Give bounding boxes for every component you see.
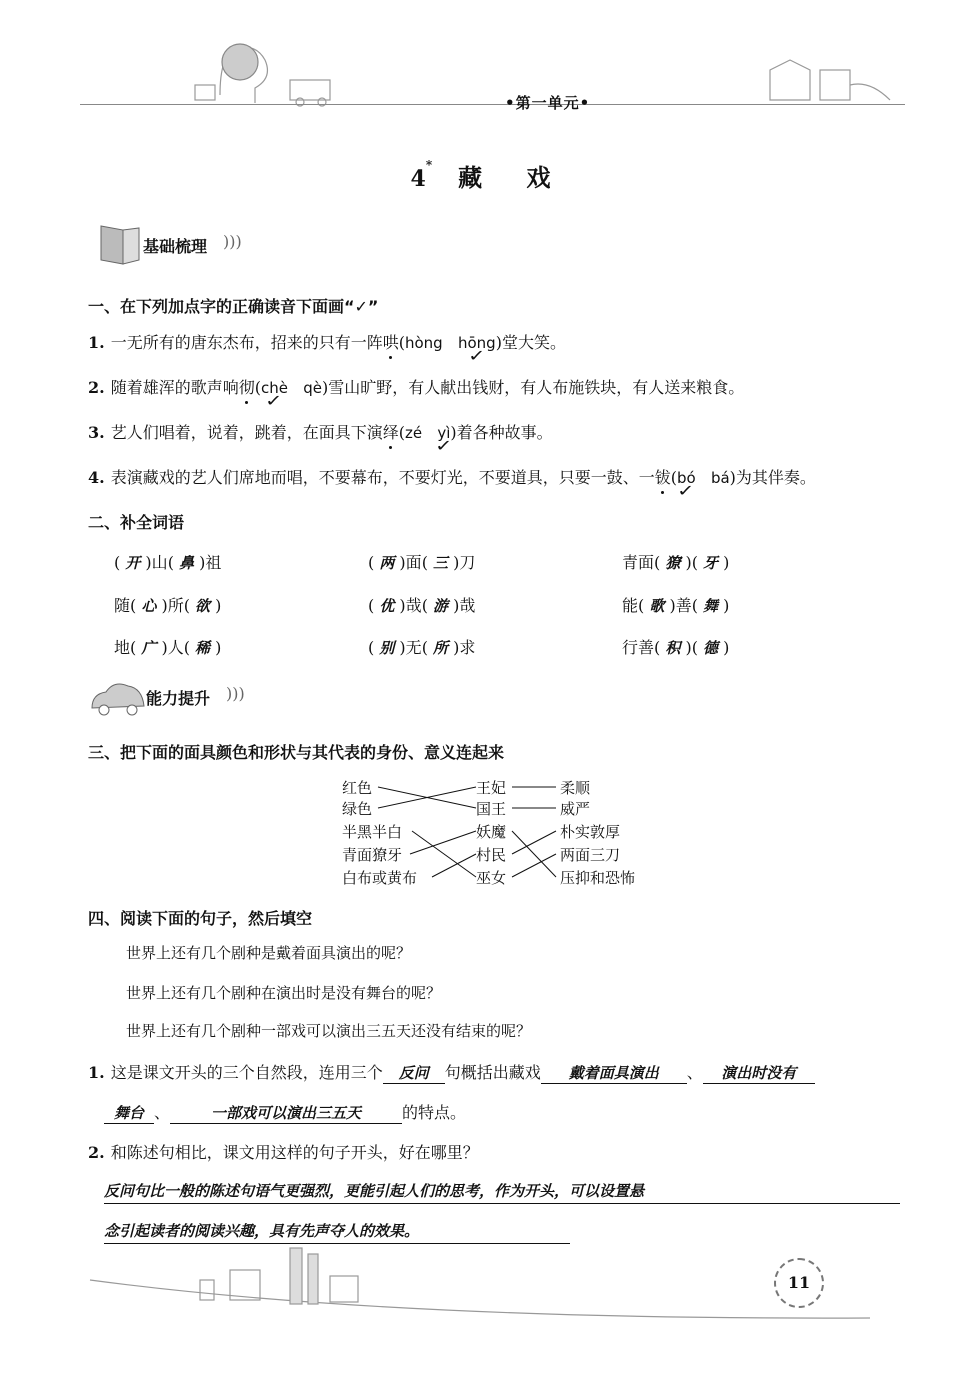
match-col2-item-2: 国王 xyxy=(476,800,507,818)
match-col1-item-4: 青面獠牙 xyxy=(342,846,403,864)
idiom-2-3: 能( 歌 )善( 舞 ) xyxy=(622,596,730,615)
banner-arcs: ))) xyxy=(223,232,242,251)
s1-item-4: 4. 表演藏戏的艺人们席地而唱，不要幕布，不要灯光，不要道具，只要一鼓、一钹(bó ✓ bá)为其伴奏。 xyxy=(88,465,816,488)
filled-char: 积 xyxy=(665,639,681,657)
filled-char: 鼻 xyxy=(179,554,195,572)
car-icon xyxy=(88,680,148,716)
answer-line-2: 念引起读者的阅读兴趣，具有先声夺人的效果。 xyxy=(104,1220,570,1244)
s1-item-3: 3. 艺人们唱着，说着，跳着，在面具下演绎(zé yì ✓)着各种故事。 xyxy=(88,420,553,443)
basic-banner-label: 基础梳理 xyxy=(143,237,208,256)
dotted-char: 绎 xyxy=(382,423,399,442)
match-col1-item-3: 半黑半白 xyxy=(342,823,403,841)
checked-pinyin: yì ✓ xyxy=(437,424,450,442)
idiom-2-2: ( 优 )哉( 游 )哉 xyxy=(368,596,476,615)
match-col1-item-1: 红色 xyxy=(342,779,373,797)
filled-char: 德 xyxy=(703,639,719,657)
s1-item-1: 1. 一无所有的唐东杰布，招来的只有一阵哄(hòng hōng ✓)堂大笑。 xyxy=(88,330,566,353)
match-col2-item-5: 巫女 xyxy=(476,869,507,887)
idiom-1-2: ( 两 )面( 三 )刀 xyxy=(368,553,476,572)
match-col3-item-4: 两面三刀 xyxy=(560,846,621,864)
filled-char: 所 xyxy=(433,639,449,657)
answer-blank: 一部戏可以演出三五天 xyxy=(170,1102,402,1124)
match-col1-item-5: 白布或黄布 xyxy=(342,869,418,887)
match-col1-item-2: 绿色 xyxy=(342,800,373,818)
s4-q1: 1. 这是课文开头的三个自然段，连用三个 反问 句概括出藏戏 戴着面具演出 、 演出时没有 xyxy=(88,1060,815,1084)
header-rule xyxy=(80,104,905,105)
page-number: 11 xyxy=(774,1258,824,1308)
quote-2: 世界上还有几个剧种在演出时是没有舞台的呢？ xyxy=(126,984,442,1002)
match-col2-item-3: 妖魔 xyxy=(476,823,507,841)
s1-item-2: 2. 随着雄浑的歌声响彻(chè ✓ qè)雪山旷野，有人献出钱财，有人布施铁块，有人送来粮食。 xyxy=(88,375,744,398)
book-icon xyxy=(95,222,145,266)
section4-heading: 四、阅读下面的句子，然后填空 xyxy=(88,909,313,928)
idiom-3-3: 行善( 积 )( 德 ) xyxy=(622,638,730,657)
filled-char: 心 xyxy=(141,597,157,615)
banner-arcs: ))) xyxy=(226,684,245,703)
dotted-char: 彻 xyxy=(238,378,255,397)
improve-banner xyxy=(88,676,288,720)
filled-char: 三 xyxy=(433,554,449,572)
match-col3-item-2: 威严 xyxy=(560,800,591,818)
match-col3-item-5: 压抑和恐怖 xyxy=(560,869,636,887)
lesson-title-text: 藏 戏 xyxy=(458,163,569,192)
match-col3-item-3: 朴实敦厚 xyxy=(560,823,621,841)
lesson-number: 4 xyxy=(410,166,426,192)
filled-char: 广 xyxy=(141,639,157,657)
s4-q1-cont: 舞台 、 一部戏可以演出三五天 的特点。 xyxy=(104,1100,466,1124)
quote-3: 世界上还有几个剧种一部戏可以演出三五天还没有结束的呢？ xyxy=(126,1022,532,1040)
lesson-title xyxy=(0,158,979,193)
basic-banner xyxy=(95,222,285,266)
dotted-char: 哄 xyxy=(382,333,399,352)
match-col2-item-1: 王妃 xyxy=(476,779,507,797)
section2-heading: 二、补全词语 xyxy=(88,513,185,532)
filled-char: 开 xyxy=(125,554,141,572)
filled-char: 两 xyxy=(379,554,395,572)
filled-char: 舞 xyxy=(703,597,719,615)
answer-blank: 舞台 xyxy=(104,1102,154,1124)
idiom-3-1: 地( 广 )人( 稀 ) xyxy=(114,638,222,657)
checked-pinyin: bó ✓ xyxy=(677,469,696,487)
idiom-1-1: ( 开 )山( 鼻 )祖 xyxy=(114,553,222,572)
quote-1: 世界上还有几个剧种是戴着面具演出的呢？ xyxy=(126,944,412,962)
filled-char: 歌 xyxy=(649,597,665,615)
filled-char: 别 xyxy=(379,639,395,657)
filled-char: 牙 xyxy=(703,554,719,572)
answer-blank: 演出时没有 xyxy=(703,1062,815,1084)
filled-char: 獠 xyxy=(665,554,681,572)
dotted-char: 钹 xyxy=(654,468,671,487)
unit-label: •第一单元• xyxy=(505,94,591,112)
idiom-2-1: 随( 心 )所( 欲 ) xyxy=(114,596,222,615)
filled-char: 游 xyxy=(433,597,449,615)
section3-heading: 三、把下面的面具颜色和形状与其代表的身份、意义连起来 xyxy=(88,743,505,762)
answer-blank: 戴着面具演出 xyxy=(541,1062,687,1084)
section1-heading: 一、在下列加点字的正确读音下面画“✓” xyxy=(88,297,379,316)
filled-char: 欲 xyxy=(195,597,211,615)
answer-blank: 反问 xyxy=(383,1062,445,1084)
answer-line-1: 反问句比一般的陈述句语气更强烈，更能引起人们的思考，作为开头，可以设置悬 xyxy=(104,1180,900,1204)
match-col2-item-4: 村民 xyxy=(476,846,507,864)
improve-banner-label: 能力提升 xyxy=(146,689,211,708)
filled-char: 优 xyxy=(379,597,395,615)
s4-q2: 2. 和陈述句相比，课文用这样的句子开头，好在哪里？ xyxy=(88,1143,479,1162)
idiom-3-2: ( 别 )无( 所 )求 xyxy=(368,638,476,657)
idiom-1-3: 青面( 獠 )( 牙 ) xyxy=(622,553,730,572)
checked-pinyin: chè ✓ xyxy=(261,379,288,397)
filled-char: 稀 xyxy=(195,639,211,657)
match-col3-item-1: 柔顺 xyxy=(560,779,591,797)
checked-pinyin: hōng ✓ xyxy=(458,334,496,352)
lesson-star: * xyxy=(425,158,433,172)
